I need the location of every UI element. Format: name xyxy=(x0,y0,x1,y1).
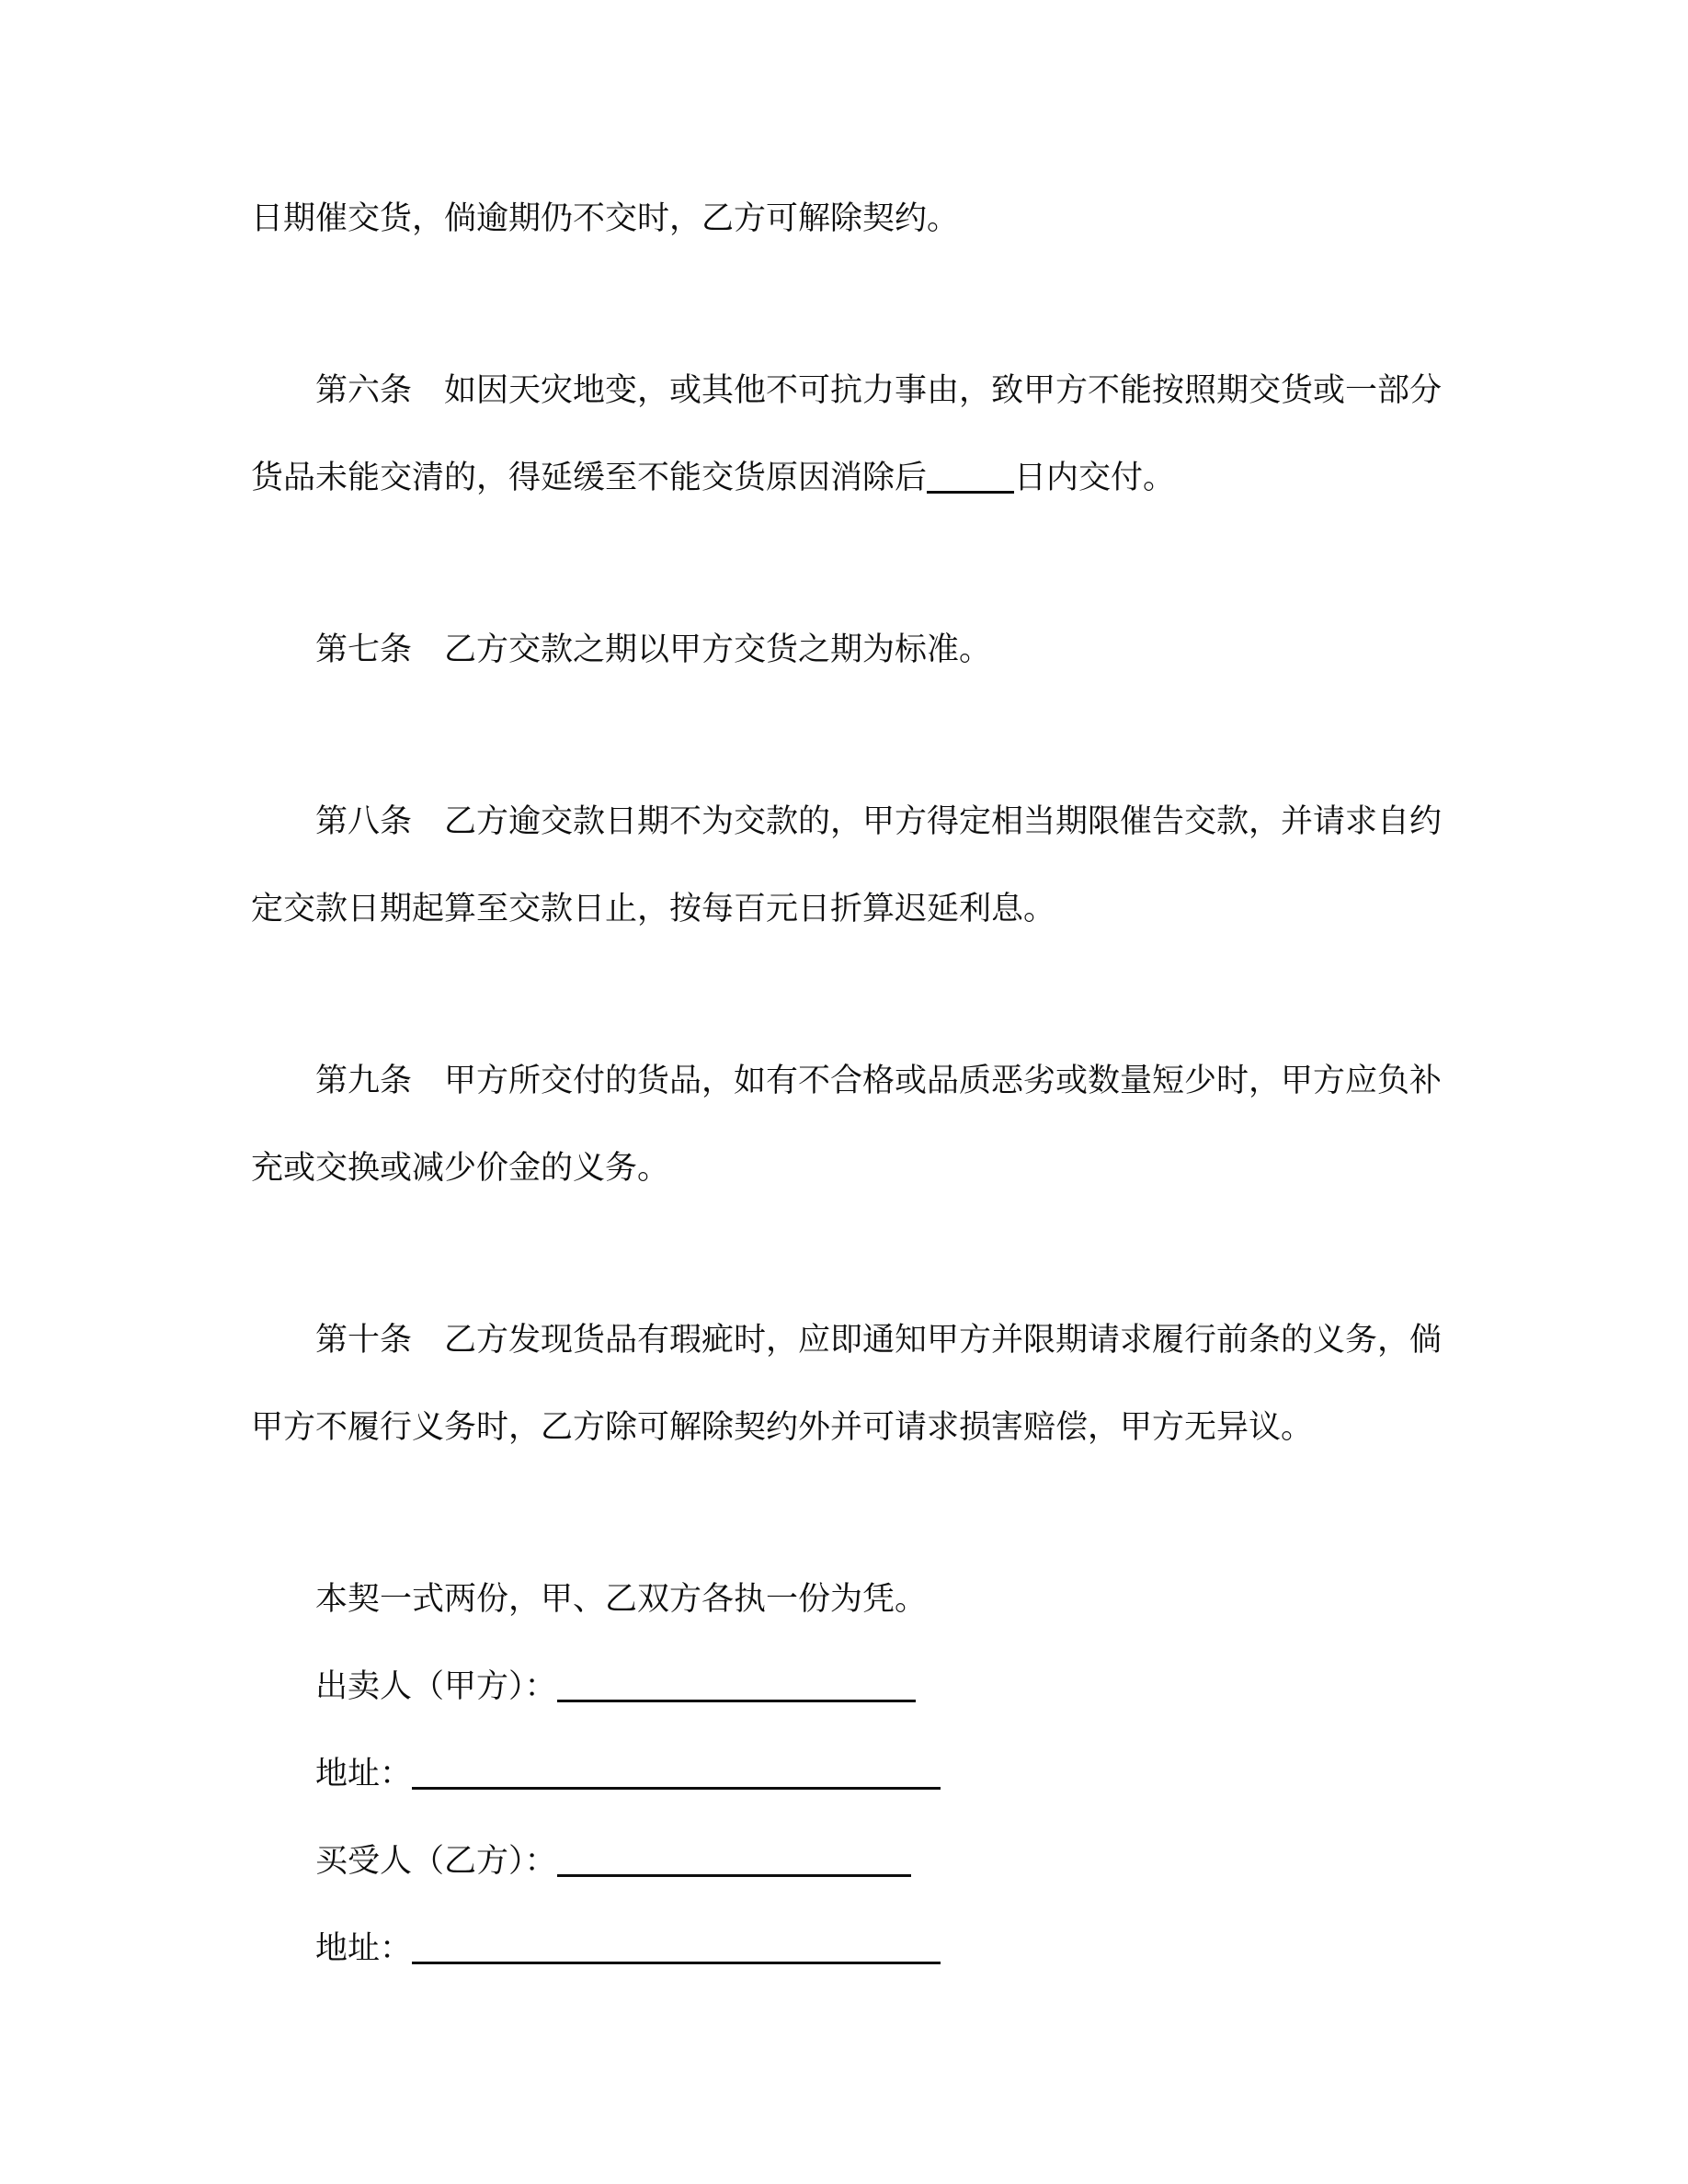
fill-in-blank xyxy=(412,1934,941,1964)
line-text: 买受人（乙方）： xyxy=(315,1843,557,1879)
seller-signature-line xyxy=(251,1643,1688,1730)
closing-statement: 本契一式两份，甲、乙双方各执一份为凭。 xyxy=(315,1581,928,1617)
clause-6-line-1: 第六条 如因天灾地变，或其他不可抗力事由，致甲方不能按照期交货或一部分 xyxy=(315,372,1443,408)
clause-9-line-1: 第九条 甲方所交付的货品，如有不合格或品质恶劣或数量短少时，甲方应负补 xyxy=(315,1063,1443,1098)
buyer-address-line xyxy=(251,1905,1688,1992)
line-text: 日内交付。 xyxy=(1014,460,1176,495)
fill-in-blank xyxy=(557,1672,916,1702)
fill-in-blank xyxy=(557,1847,911,1877)
clause-10-line-2: 甲方不履行义务时，乙方除可解除契约外并可请求损害赔偿，甲方无异议。 xyxy=(251,1409,1314,1445)
clause-8-line-1: 第八条 乙方逾交款日期不为交款的，甲方得定相当期限催告交款，并请求自约 xyxy=(315,803,1443,839)
clause-7: 第七条 乙方交款之期以甲方交货之期为标准。 xyxy=(315,631,992,667)
fill-in-blank xyxy=(927,463,1014,494)
clause-9-line-2: 充或交换或减少价金的义务。 xyxy=(251,1150,670,1186)
clause-6-line-2 xyxy=(251,434,1688,521)
seller-address-line xyxy=(251,1730,1688,1817)
line-text: 地址： xyxy=(315,1756,413,1792)
clause-10-line-1: 第十条 乙方发现货品有瑕疵时，应即通知甲方并限期请求履行前条的义务，倘 xyxy=(315,1322,1443,1358)
clause-8-line-2: 定交款日期起算至交款日止，按每百元日折算迟延利息。 xyxy=(251,891,1056,927)
line-text: 出卖人（甲方）： xyxy=(315,1668,557,1704)
fill-in-blank xyxy=(412,1759,941,1790)
line-text: 货品未能交清的，得延缓至不能交货原因消除后 xyxy=(251,460,928,495)
buyer-signature-line xyxy=(251,1817,1688,1905)
clause-5-continuation: 日期催交货，倘逾期仍不交时，乙方可解除契约。 xyxy=(251,200,960,236)
line-text: 地址： xyxy=(315,1930,413,1966)
